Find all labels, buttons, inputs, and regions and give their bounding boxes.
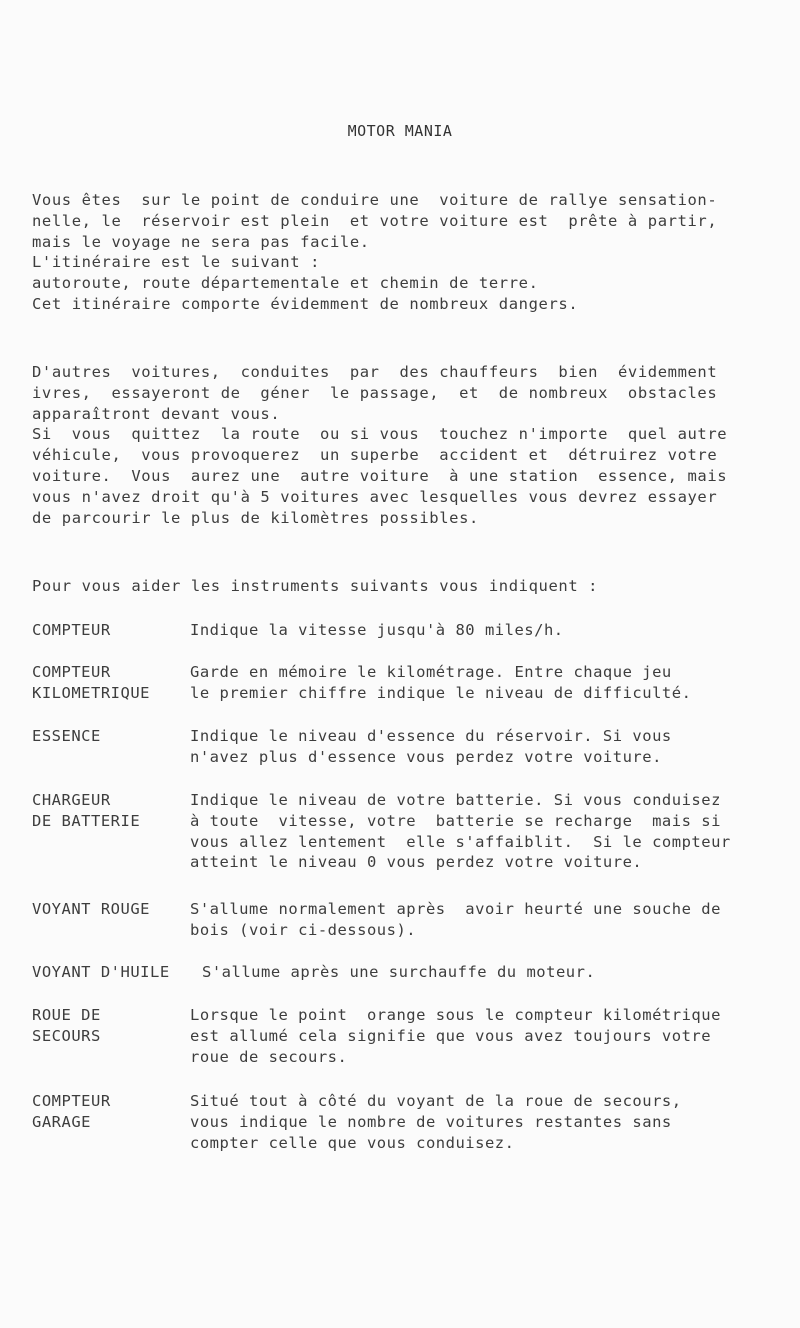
text-line: voiture. Vous aurez une autre voiture à une station essence, mais [32,466,728,485]
instrument-description [190,726,790,768]
desc-line: S'allume normalement après avoir heurté une souche de [190,900,721,918]
instrument-label [32,1005,192,1047]
text-line: D'autres voitures, conduites par des chauffeurs bien évidemment [32,363,718,381]
desc-line: Garde en mémoire le kilométrage. Entre chaque jeu [190,663,672,681]
label-line: SECOURS [32,1026,101,1045]
desc-line: est allumé cela signifie que vous avez toujours votre [190,1026,712,1045]
text-line: véhicule, vous provoquerez un superbe accident et détruirez votre [32,446,718,465]
text-line: mais le voyage ne sera pas facile. [32,232,370,251]
desc-line: Indique le niveau d'essence du réservoir. Si vous [190,727,672,745]
desc-line: n'avez plus d'essence vous perdez votre voiture. [190,747,662,766]
desc-line: compter celle que vous conduisez. [190,1133,515,1152]
text-line: apparaîtront devant vous. [32,404,281,423]
instrument-description [202,962,800,983]
desc-line: à toute vitesse, votre batterie se recharge mais si [190,811,721,830]
instrument-description [190,662,790,704]
instrument-label [32,662,192,704]
desc-line: Situé tout à côté du voyant de la roue de secours, [190,1092,682,1110]
label-line: COMPTEUR [32,1092,111,1110]
instrument-label [32,962,212,983]
desc-line: Indique le niveau de votre batterie. Si vous conduisez [190,791,721,809]
instrument-label [32,726,192,747]
desc-line: le premier chiffre indique le niveau de difficulté. [190,683,692,702]
desc-line: roue de secours. [190,1047,348,1066]
label-line: ESSENCE [32,727,101,745]
intro-paragraph [32,190,777,315]
text-line: Cet itinéraire comporte évidemment de nombreux dangers. [32,294,579,313]
label-line: ROUE DE [32,1006,101,1024]
label-line: COMPTEUR [32,621,111,639]
label-line: KILOMETRIQUE [32,683,150,702]
label-line: DE BATTERIE [32,811,141,830]
desc-line: S'allume après une surchauffe du moteur. [202,963,596,981]
label-line: CHARGEUR [32,791,111,809]
text-line: Pour vous aider les instruments suivants vous indiquent : [32,577,599,595]
desc-line: vous indique le nombre de voitures restantes sans [190,1112,672,1131]
page-title: MOTOR MANIA [347,122,453,140]
instrument-label [32,790,192,832]
label-line: VOYANT D'HUILE [32,963,170,981]
dangers-paragraph [32,362,777,528]
instrument-description [190,1091,790,1153]
instrument-description [190,899,790,941]
text-line: Si vous quittez la route ou si vous touchez n'importe quel autre [32,425,728,444]
desc-line: vous allez lentement elle s'affaiblit. Si le compteur [190,832,731,851]
instrument-label [32,620,192,641]
text-line: de parcourir le plus de kilomètres possibles. [32,508,479,527]
instrument-label [32,1091,192,1133]
label-line: COMPTEUR [32,663,111,681]
instrument-description [190,790,790,873]
instrument-label [32,899,192,920]
text-line: autoroute, route départementale et chemin de terre. [32,274,539,293]
text-line: Vous êtes sur le point de conduire une voiture de rallye sensation- [32,191,718,209]
label-line: GARAGE [32,1112,91,1131]
desc-line: Indique la vitesse jusqu'à 80 miles/h. [190,621,564,639]
text-line: ivres, essayeront de géner le passage, et de nombreux obstacles [32,383,718,402]
instruments-lead [32,576,777,597]
desc-line: bois (voir ci-dessous). [190,920,417,939]
instrument-description [190,1005,790,1067]
text-line: nelle, le réservoir est plein et votre voiture est prête à partir, [32,211,718,230]
desc-line: atteint le niveau 0 vous perdez votre voiture. [190,853,643,872]
label-line: VOYANT ROUGE [32,900,150,918]
instrument-description [190,620,790,641]
text-line: L'itinéraire est le suivant : [32,253,321,272]
desc-line: Lorsque le point orange sous le compteur kilométrique [190,1006,721,1024]
text-line: vous n'avez droit qu'à 5 voitures avec lesquelles vous devrez essayer [32,487,718,506]
